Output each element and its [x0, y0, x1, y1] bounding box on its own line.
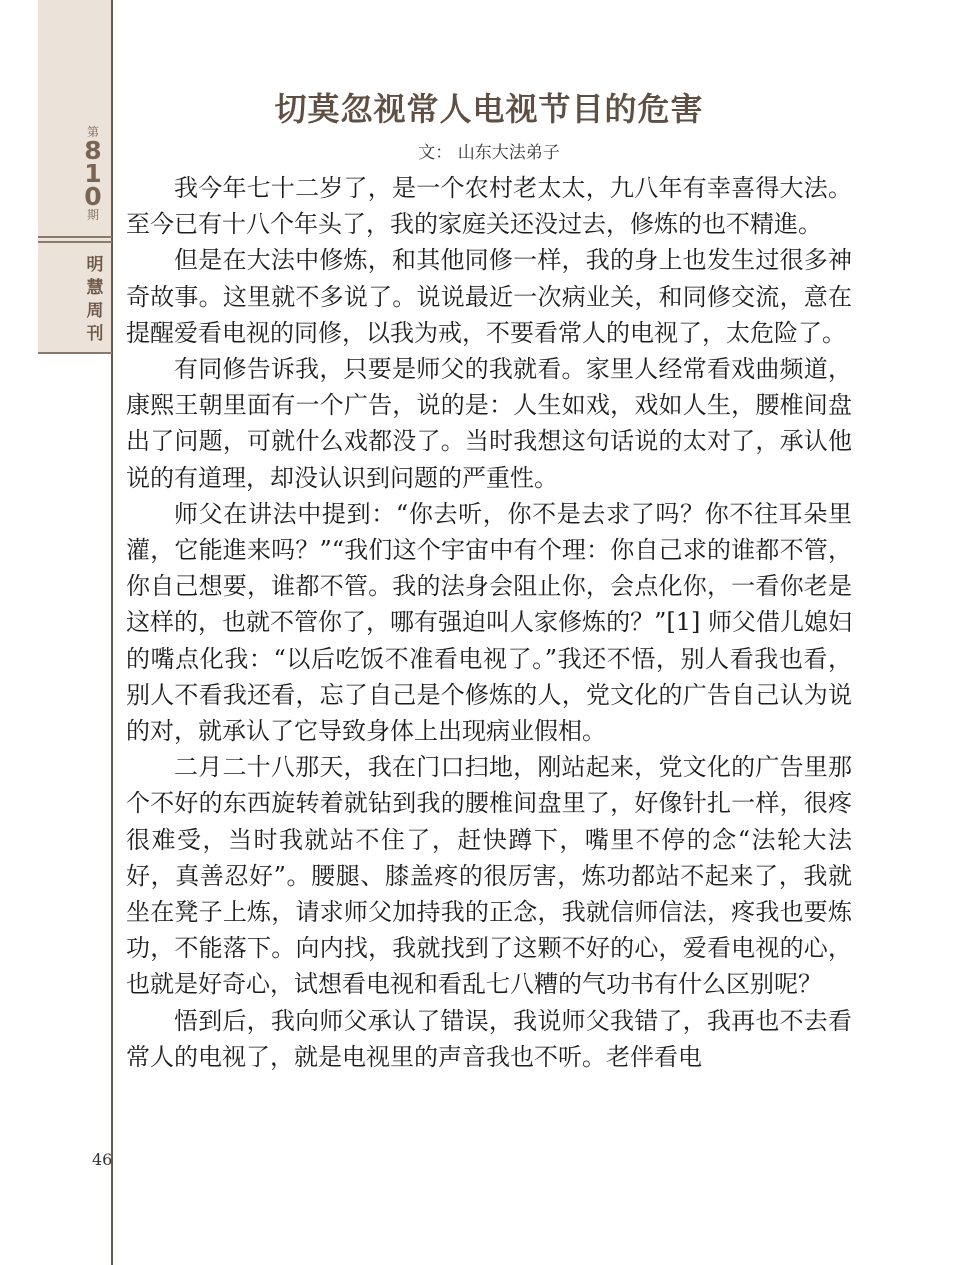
magazine-char: 慧: [86, 278, 104, 298]
issue-prefix: 第: [86, 125, 99, 139]
article-title: 切莫忽视常人电视节目的危害: [274, 90, 704, 128]
sidebar-divider: [38, 236, 112, 238]
paragraph: 有同修告诉我，只要是师父的我就看。家里人经常看戏曲频道，康熙王朝里面有一个广告，说的是：人生如戏，戏如人生，腰椎间盘出了问题，可就什么戏都没了。当时我想这句话说的太对了，承认他说的有道理，却没认识到问题的严重性。: [126, 355, 852, 492]
article-body: [126, 170, 852, 1075]
issue-digit: 1: [84, 159, 102, 188]
paragraph: 悟到后，我向师父承认了错误，我说师父我错了，我再也不去看常人的电视了，就是电视里的声音我也不听。老伴看电: [126, 1006, 852, 1071]
issue-suffix: 期: [86, 208, 99, 222]
paragraph: 二月二十八那天，我在门口扫地，刚站起来，党文化的广告里那个不好的东西旋转着就钻到我的腰椎间盘里了，好像针扎一样，很疼很难受，当时我就站不住了，赶快蹲下，嘴里不停的念“法轮大法好，真善忍好”。腰腿、膝盖疼的很厉害，炼功都站不起来了，我就坐在凳子上炼，请求师父加持我的正念，我就信师信法，疼我也要炼功，不能落下。向内找，我就找到了这颗不好的心，爱看电视的心，也就是好奇心，试想看电视和看乱七八糟的气功书有什么区别呢？: [126, 753, 852, 999]
page-number: 46: [92, 1150, 113, 1169]
sidebar-divider: [38, 241, 112, 243]
issue-number: [72, 125, 114, 222]
issue-digit: 8: [84, 136, 102, 165]
magazine-char: 周: [86, 301, 104, 321]
article-byline: 文： 山东大法弟子: [418, 143, 560, 163]
paragraph: 我今年七十二岁了，是一个农村老太太，九八年有幸喜得大法。至今已有十八个年头了，我的家庭关还没过去，修炼的也不精進。: [126, 174, 852, 239]
paragraph: 师父在讲法中提到：“你去听，你不是去求了吗？你不往耳朵里灌，它能進来吗？”“我们这个宇宙中有个理：你自己求的谁都不管，你自己想要，谁都不管。我的法身会阻止你，会点化你，一看你老是这样的，也就不管你了，哪有强迫叫人家修炼的？”[1] 师父借儿媳妇的嘴点化我：“以后吃饭不准看电视了。”我还不悟，别人看我也看，别人不看我还看，忘了自己是个修炼的人，党文化的广告自己认为说的对，就承认了它导致身体上出现病业假相。: [126, 499, 852, 746]
issue-digit: 0: [84, 182, 102, 211]
sidebar-bottom-rule: [38, 352, 112, 354]
magazine-char: 刊: [86, 324, 104, 344]
magazine-char: 明: [86, 255, 104, 275]
magazine-name: [84, 254, 106, 346]
paragraph: 但是在大法中修炼，和其他同修一样，我的身上也发生过很多神奇故事。这里就不多说了。说说最近一次病业关，和同修交流，意在提醒爱看电视的同修，以我为戒，不要看常人的电视了，太危险了。: [126, 246, 852, 347]
